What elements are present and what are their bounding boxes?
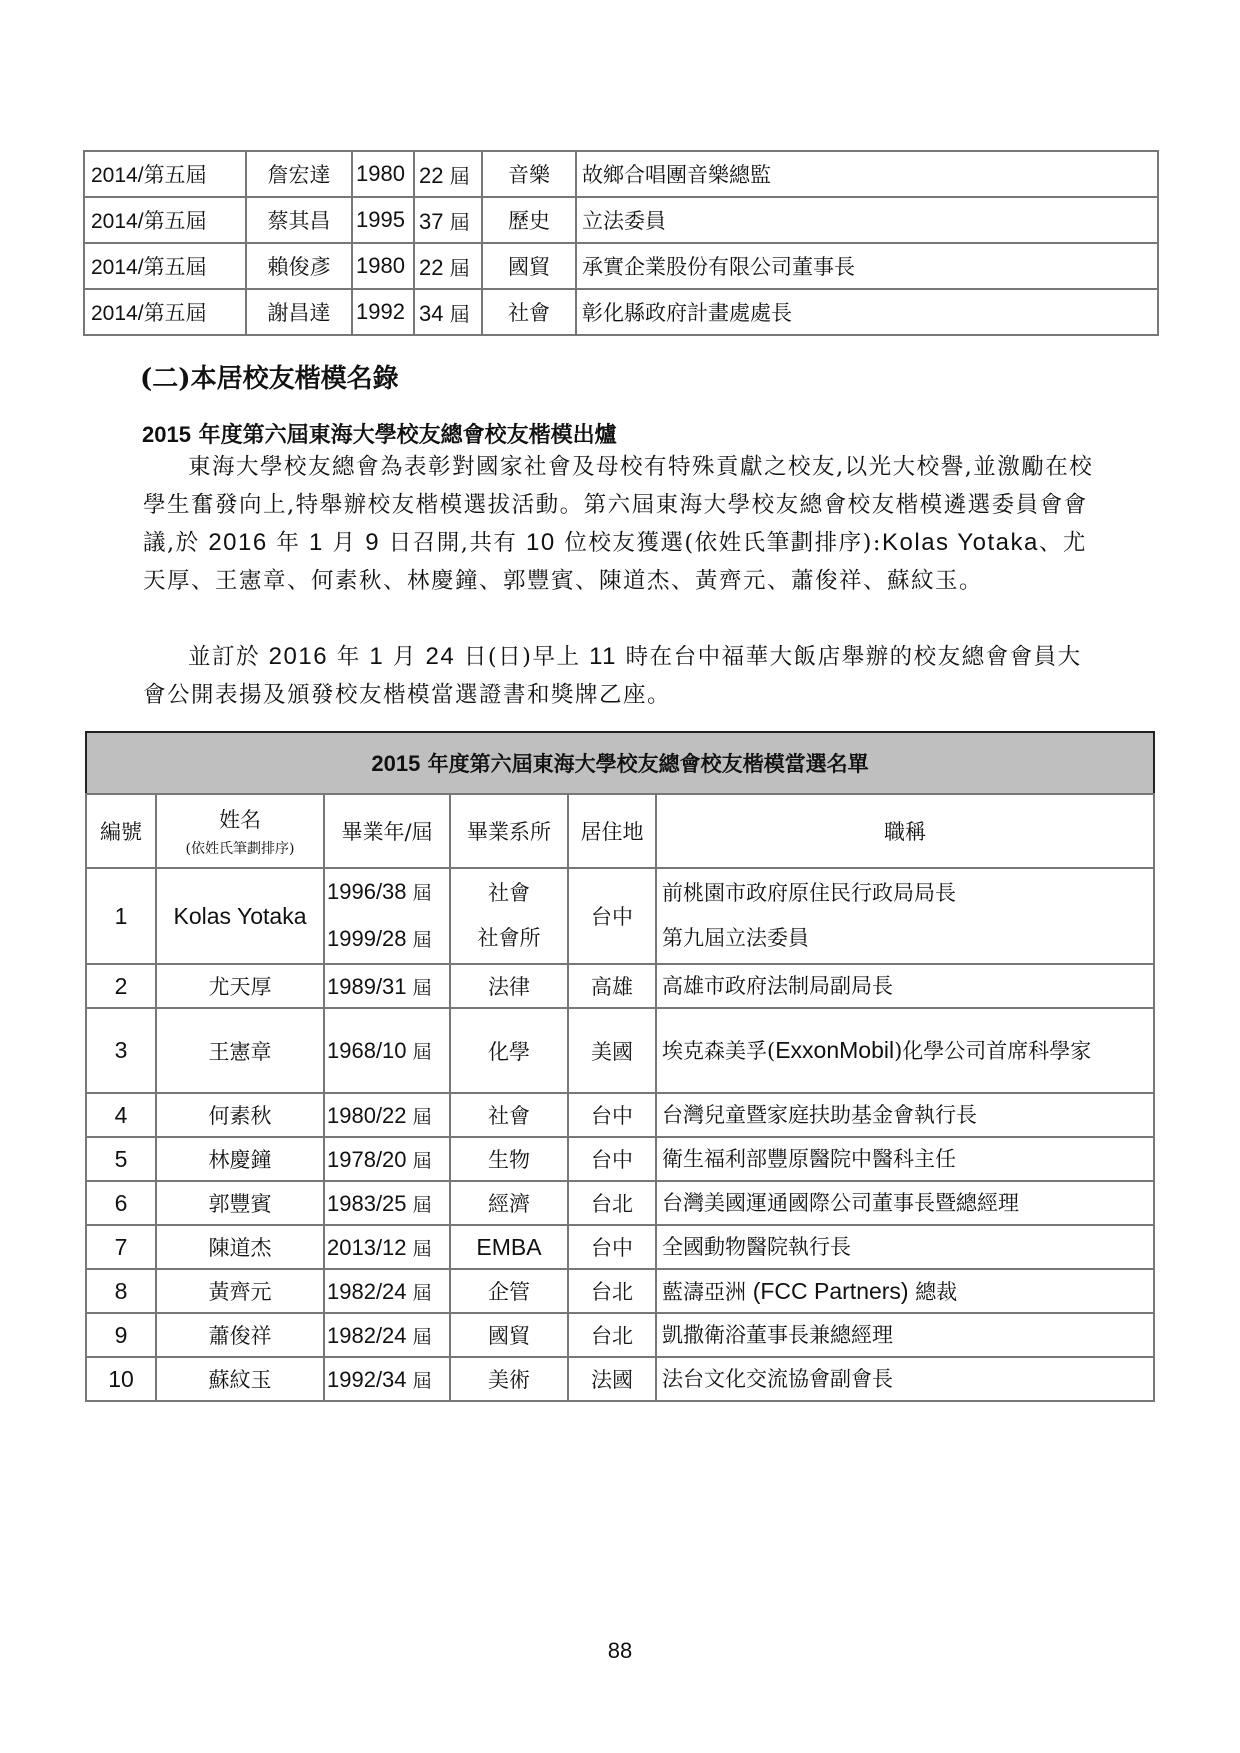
class-number: 22 bbox=[419, 162, 450, 188]
cell-graduating-class bbox=[414, 151, 482, 197]
cell-graduating-class bbox=[414, 197, 482, 243]
cell-term bbox=[84, 197, 246, 243]
cell-no: 2 bbox=[86, 964, 156, 1008]
cell-location: 台中 bbox=[568, 1137, 656, 1181]
dept-entry: 經濟 bbox=[488, 1192, 530, 1216]
title-entry: 高雄市政府法制局副局長 bbox=[662, 974, 893, 998]
cell-dept bbox=[450, 1008, 568, 1093]
cell-title bbox=[656, 1008, 1154, 1093]
previous-awardees-table bbox=[83, 150, 1159, 336]
cell-dept: 音樂 bbox=[482, 151, 576, 197]
text-span: 東海大學校友總會為表彰對國家社會及母校有特殊貢獻之校友,以光大校譽,並激勵在校學生奮發向上,特舉辦校友楷模選拔活動。第六屆東海大學校友總會校友楷模遴選委員會會議,於 bbox=[143, 454, 1094, 556]
table-row bbox=[86, 1313, 1154, 1357]
header-dept: 畢業系所 bbox=[450, 794, 568, 868]
cell-name: 尤天厚 bbox=[156, 964, 324, 1008]
awardees-table bbox=[85, 731, 1155, 1402]
grad-year-number: 2013/12 bbox=[327, 1234, 407, 1260]
cell-no: 5 bbox=[86, 1137, 156, 1181]
title-entry: 衛生福利部豐原醫院中醫科主任 bbox=[662, 1147, 956, 1171]
sub-heading-year: 2015 bbox=[142, 422, 191, 447]
class-label: 屆 bbox=[449, 163, 470, 188]
title-entry: 台灣美國運通國際公司董事長暨總經理 bbox=[662, 1191, 1019, 1215]
page-number: 88 bbox=[607, 1638, 633, 1663]
term-label: 第五屆 bbox=[143, 163, 207, 187]
grad-entry bbox=[327, 974, 432, 999]
cell-location: 台中 bbox=[568, 868, 656, 964]
grad-year-number: 1982/24 bbox=[327, 1322, 407, 1348]
cell-name: 蔡其昌 bbox=[246, 197, 352, 243]
term-label: 第五屆 bbox=[143, 301, 207, 325]
table-row bbox=[86, 1008, 1154, 1093]
text-span: 日(日)早上 bbox=[455, 644, 590, 670]
cell-location: 台北 bbox=[568, 1313, 656, 1357]
cell-title: 立法委員 bbox=[576, 197, 1158, 243]
text-span: 日召開,共有 bbox=[380, 530, 527, 556]
header-name-label: 姓名 bbox=[219, 808, 261, 832]
caption-text: 年度第六屆東海大學校友總會校友楷模當選名單 bbox=[420, 751, 869, 776]
cell-title: 承實企業股份有限公司董事長 bbox=[576, 243, 1158, 289]
cell-title bbox=[656, 868, 1154, 964]
sub-heading bbox=[142, 418, 617, 449]
grad-entry bbox=[327, 1147, 432, 1172]
cell-title: 彰化縣政府計畫處處長 bbox=[576, 289, 1158, 335]
title-text: )化學公司首席科學家 bbox=[894, 1039, 1092, 1063]
grad-entry bbox=[327, 1279, 432, 1304]
text-span: 並訂於 bbox=[188, 644, 269, 670]
grad-suffix: 屆 bbox=[406, 882, 432, 904]
cell-name: 何素秋 bbox=[156, 1093, 324, 1137]
table-row bbox=[84, 197, 1158, 243]
grad-suffix: 屆 bbox=[406, 1325, 432, 1348]
cell-name: Kolas Yotaka bbox=[156, 868, 324, 964]
term-year: 2014/ bbox=[91, 210, 144, 233]
text-span: 時在台中福華大飯店舉辦的校友總會會員大會公開表揚及頒發校友楷模當選證書和獎牌乙座。 bbox=[143, 644, 1082, 708]
cell-title bbox=[656, 1181, 1154, 1225]
table-row bbox=[84, 289, 1158, 335]
grad-suffix: 屆 bbox=[406, 1105, 432, 1128]
cell-dept: 社會 bbox=[482, 289, 576, 335]
cell-grad-year bbox=[324, 964, 450, 1008]
text-span: 、尤天厚、王憲章、何素秋、林慶鐘、郭豐賓、陳道杰、黃齊元、蕭俊祥、蘇紋玉。 bbox=[143, 530, 1087, 594]
cell-dept: 國貿 bbox=[482, 243, 576, 289]
cell-name: 陳道杰 bbox=[156, 1225, 324, 1269]
title-entry: 第九屆立法委員 bbox=[662, 926, 809, 950]
header-name bbox=[156, 794, 324, 868]
cell-year: 1980 bbox=[352, 151, 414, 197]
grad-entry bbox=[327, 1367, 432, 1392]
grad-entry bbox=[327, 1323, 432, 1348]
header-location: 居住地 bbox=[568, 794, 656, 868]
grad-suffix: 屆 bbox=[406, 1281, 432, 1304]
latin-name: Kolas Yotaka bbox=[882, 529, 1039, 556]
cell-name: 黃齊元 bbox=[156, 1269, 324, 1313]
class-label: 屆 bbox=[449, 301, 470, 326]
dept-entry: 社會 bbox=[488, 881, 530, 905]
term-label: 第五屆 bbox=[143, 209, 207, 233]
cell-name: 賴俊彥 bbox=[246, 243, 352, 289]
cell-grad-year bbox=[324, 1008, 450, 1093]
title-entry: 台灣兒童暨家庭扶助基金會執行長 bbox=[662, 1103, 977, 1127]
term-year: 2014/ bbox=[91, 256, 144, 279]
cell-grad-year bbox=[324, 1313, 450, 1357]
grad-entry bbox=[327, 1038, 432, 1063]
title-text: 藍濤亞洲 bbox=[662, 1279, 753, 1304]
cell-no: 8 bbox=[86, 1269, 156, 1313]
cell-dept bbox=[450, 1357, 568, 1401]
grad-suffix: 屆 bbox=[406, 1237, 432, 1260]
table-caption bbox=[86, 732, 1154, 794]
table-row bbox=[84, 243, 1158, 289]
cell-name: 林慶鐘 bbox=[156, 1137, 324, 1181]
table-row bbox=[86, 1093, 1154, 1137]
title-entry: 凱撒衛浴董事長兼總經理 bbox=[662, 1323, 893, 1347]
cell-no: 4 bbox=[86, 1093, 156, 1137]
count-number: 10 bbox=[526, 529, 556, 556]
cell-location: 高雄 bbox=[568, 964, 656, 1008]
cell-dept bbox=[450, 1313, 568, 1357]
cell-term bbox=[84, 151, 246, 197]
cell-grad-year bbox=[324, 1093, 450, 1137]
cell-year: 1995 bbox=[352, 197, 414, 243]
day-number: 24 bbox=[425, 643, 456, 670]
title-entry: 全國動物醫院執行長 bbox=[662, 1235, 851, 1259]
cell-term bbox=[84, 289, 246, 335]
day-number: 9 bbox=[365, 529, 381, 556]
text-span: 年 bbox=[267, 530, 310, 556]
cell-name: 蕭俊祥 bbox=[156, 1313, 324, 1357]
hour-number: 11 bbox=[589, 643, 618, 670]
cell-name: 王憲章 bbox=[156, 1008, 324, 1093]
caption-year: 2015 bbox=[371, 751, 421, 776]
grad-entry bbox=[327, 1191, 432, 1216]
grad-entry bbox=[327, 1103, 432, 1128]
dept-entry: 社會所 bbox=[477, 926, 541, 950]
section-heading: (二)本居校友楷模名錄 bbox=[140, 364, 399, 394]
grad-year-number: 1978/20 bbox=[327, 1146, 407, 1172]
grad-year-number: 1989/31 bbox=[327, 973, 407, 999]
cell-graduating-class bbox=[414, 289, 482, 335]
grad-suffix: 屆 bbox=[406, 1149, 432, 1172]
grad-suffix: 屆 bbox=[406, 1193, 432, 1216]
cell-location: 台北 bbox=[568, 1181, 656, 1225]
cell-grad-year bbox=[324, 868, 450, 964]
year-number: 2016 bbox=[268, 643, 329, 670]
cell-title bbox=[656, 1137, 1154, 1181]
sub-heading-text: 年度第六屆東海大學校友總會校友楷模出爐 bbox=[190, 422, 617, 448]
month-number: 1 bbox=[369, 643, 385, 670]
cell-title bbox=[656, 964, 1154, 1008]
grad-year-number: 1968/10 bbox=[327, 1038, 407, 1063]
dept-entry: 美術 bbox=[488, 1368, 530, 1392]
cell-location: 台中 bbox=[568, 1225, 656, 1269]
table-row bbox=[84, 151, 1158, 197]
table-row bbox=[86, 1137, 1154, 1181]
table-row bbox=[86, 964, 1154, 1008]
grad-entry bbox=[327, 916, 445, 963]
header-title: 職稱 bbox=[656, 794, 1154, 868]
text-span: 位校友獲選(依姓氏筆劃排序): bbox=[555, 530, 883, 556]
title-entry: 前桃園市政府原住民行政局局長 bbox=[662, 881, 956, 905]
cell-no: 10 bbox=[86, 1357, 156, 1401]
dept-entry: 國貿 bbox=[488, 1324, 530, 1348]
cell-grad-year bbox=[324, 1225, 450, 1269]
header-name-sub: (依姓氏筆劃排序) bbox=[185, 841, 295, 857]
grad-suffix: 屆 bbox=[406, 1369, 432, 1392]
cell-title: 故鄉合唱團音樂總監 bbox=[576, 151, 1158, 197]
table-row bbox=[86, 1181, 1154, 1225]
title-latin: ExxonMobil bbox=[775, 1037, 895, 1063]
cell-dept bbox=[450, 1269, 568, 1313]
cell-no: 1 bbox=[86, 868, 156, 964]
cell-title bbox=[656, 1357, 1154, 1401]
title-text: 埃克森美孚( bbox=[662, 1039, 776, 1063]
cell-location: 法國 bbox=[568, 1357, 656, 1401]
dept-entry: 法律 bbox=[488, 975, 530, 999]
cell-title bbox=[656, 1093, 1154, 1137]
cell-location: 美國 bbox=[568, 1008, 656, 1093]
title-entry: 法台文化交流協會副會長 bbox=[662, 1367, 893, 1391]
cell-dept bbox=[450, 868, 568, 964]
class-number: 22 bbox=[419, 254, 450, 280]
cell-graduating-class bbox=[414, 243, 482, 289]
cell-title bbox=[656, 1225, 1154, 1269]
cell-dept bbox=[450, 1137, 568, 1181]
grad-year-number: 1980/22 bbox=[327, 1102, 407, 1128]
cell-name: 謝昌達 bbox=[246, 289, 352, 335]
title-latin: (FCC Partners) bbox=[752, 1277, 909, 1304]
grad-suffix: 屆 bbox=[406, 976, 432, 999]
grad-entry bbox=[327, 869, 445, 916]
grad-entry bbox=[327, 1235, 432, 1260]
text-span: 月 bbox=[323, 530, 366, 556]
grad-year-number: 1996/38 bbox=[327, 879, 407, 904]
announcement-paragraph bbox=[143, 448, 1103, 600]
cell-title bbox=[656, 1313, 1154, 1357]
table-caption-row bbox=[86, 732, 1154, 794]
grad-year-number: 1992/34 bbox=[327, 1366, 407, 1392]
cell-dept bbox=[450, 1225, 568, 1269]
class-number: 34 bbox=[419, 300, 450, 326]
cell-no: 6 bbox=[86, 1181, 156, 1225]
cell-location: 台北 bbox=[568, 1269, 656, 1313]
term-year: 2014/ bbox=[91, 302, 144, 325]
cell-title bbox=[656, 1269, 1154, 1313]
cell-dept bbox=[450, 964, 568, 1008]
cell-grad-year bbox=[324, 1269, 450, 1313]
cell-year: 1980 bbox=[352, 243, 414, 289]
cell-name: 詹宏達 bbox=[246, 151, 352, 197]
dept-entry: 生物 bbox=[488, 1148, 530, 1172]
term-year: 2014/ bbox=[91, 164, 144, 187]
month-number: 1 bbox=[309, 529, 324, 556]
cell-grad-year bbox=[324, 1181, 450, 1225]
header-no: 編號 bbox=[86, 794, 156, 868]
class-number: 37 bbox=[419, 208, 450, 234]
text-span: 月 bbox=[384, 644, 426, 670]
cell-grad-year bbox=[324, 1357, 450, 1401]
table-header-row bbox=[86, 794, 1154, 868]
grad-year-number: 1983/25 bbox=[327, 1190, 407, 1216]
dept-entry: 社會 bbox=[488, 1104, 530, 1128]
cell-location: 台中 bbox=[568, 1093, 656, 1137]
dept-entry: EMBA bbox=[476, 1233, 542, 1260]
cell-year: 1992 bbox=[352, 289, 414, 335]
grad-suffix: 屆 bbox=[406, 1041, 432, 1063]
year-number: 2016 bbox=[208, 529, 268, 556]
cell-dept bbox=[450, 1181, 568, 1225]
cell-dept bbox=[450, 1093, 568, 1137]
grad-year-number: 1982/24 bbox=[327, 1278, 407, 1304]
cell-grad-year bbox=[324, 1137, 450, 1181]
grad-suffix: 屆 bbox=[406, 929, 432, 951]
cell-name: 郭豐賓 bbox=[156, 1181, 324, 1225]
grad-year-number: 1999/28 bbox=[327, 926, 407, 951]
cell-no: 9 bbox=[86, 1313, 156, 1357]
cell-no: 3 bbox=[86, 1008, 156, 1093]
cell-no: 7 bbox=[86, 1225, 156, 1269]
table-row bbox=[86, 1357, 1154, 1401]
dept-entry: 化學 bbox=[488, 1039, 530, 1064]
text-span: 年 bbox=[328, 644, 370, 670]
title-text: 總裁 bbox=[908, 1279, 958, 1304]
cell-term bbox=[84, 243, 246, 289]
header-grad-year: 畢業年/屆 bbox=[324, 794, 450, 868]
table-row bbox=[86, 1225, 1154, 1269]
term-label: 第五屆 bbox=[143, 255, 207, 279]
table-row bbox=[86, 868, 1154, 964]
table-row bbox=[86, 1269, 1154, 1313]
cell-dept: 歷史 bbox=[482, 197, 576, 243]
class-label: 屆 bbox=[449, 209, 470, 234]
ceremony-paragraph bbox=[143, 638, 1103, 714]
class-label: 屆 bbox=[449, 255, 470, 280]
cell-name: 蘇紋玉 bbox=[156, 1357, 324, 1401]
dept-entry: 企管 bbox=[488, 1280, 530, 1304]
